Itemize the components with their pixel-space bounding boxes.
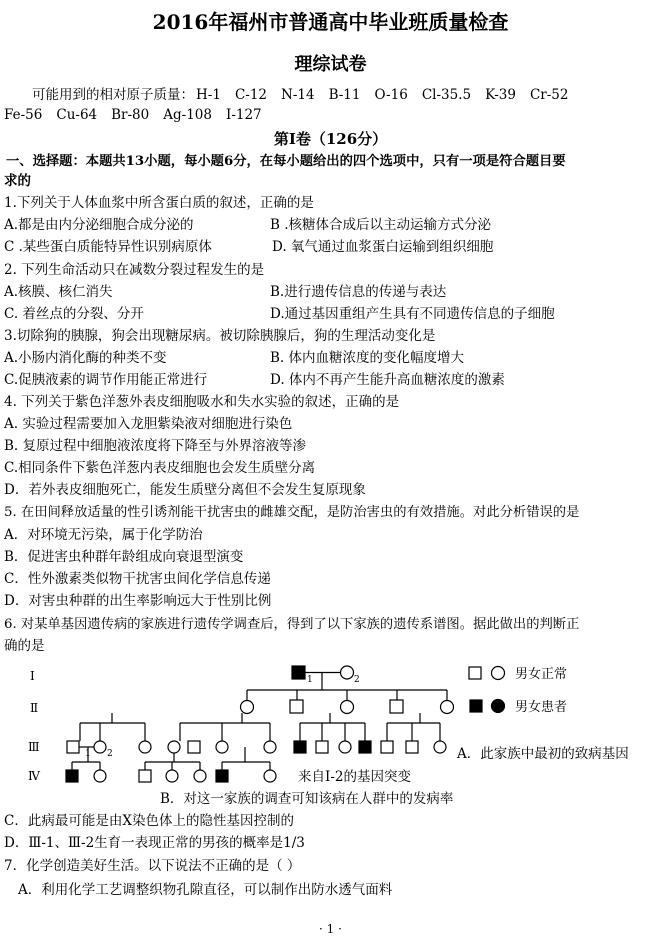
question-1-stem: 1.下列关于人体血浆中所含蛋白质的叙述，正确的是 [4, 195, 314, 211]
atomic-masses-line2 [4, 106, 276, 125]
question-6-option-a-cont: 来自Ⅰ-2的基因突变 [298, 769, 411, 785]
mass-item: N-14 [281, 87, 315, 103]
pedigree-female-normal [216, 741, 228, 753]
question-2-option-a: A.核膜、核仁消失 [4, 284, 113, 300]
generation-label-II: Ⅱ [30, 701, 39, 715]
generation-label-III: Ⅲ [28, 740, 40, 754]
pedigree-male-normal [139, 770, 151, 782]
pedigree-male-normal [406, 741, 418, 753]
section-heading: 一、选择题：本题共13小题，每小题6分，在每小题给出的四个选项中，只有一项是符合题目要 [6, 154, 566, 169]
question-4-option-a: A. 实验过程需要加入龙胆紫染液对细胞进行染色 [4, 416, 293, 432]
question-1-option-c: C .某些蛋白质能特异性识别病原体 [4, 239, 212, 255]
legend-male-normal-icon [469, 667, 481, 679]
individual-number: 2 [354, 675, 360, 685]
page-number: · 1 · [319, 922, 342, 936]
mass-item: Cl-35.5 [421, 87, 472, 103]
atomic-masses-line1 [32, 86, 582, 105]
page-title: 2016年福州市普通高中毕业班质量检查 [152, 10, 509, 34]
pedigree-female-normal [441, 701, 454, 714]
question-2-option-d: D.通过基因重组产生具有不同遗传信息的子细胞 [270, 306, 555, 322]
question-3-option-d: D. 体内不再产生能升高血糖浓度的激素 [270, 372, 505, 388]
pedigree-female-normal [339, 741, 351, 753]
pedigree-female-normal [434, 741, 446, 753]
pedigree-female-normal [194, 770, 206, 782]
pedigree-male-affected [294, 741, 306, 753]
mass-item: Cr-52 [529, 87, 569, 103]
question-5-stem: 5. 在田间释放适量的性引诱剂能干扰害虫的雌雄交配，是防治害虫的有效措施。对此分析错误的是 [4, 505, 580, 520]
question-5-option-b: B．促进害虫种群年龄组成向衰退型演变 [4, 549, 244, 565]
pedigree-male-affected [359, 741, 371, 753]
pedigree-female-normal [139, 741, 151, 753]
pedigree-female-normal [94, 770, 106, 782]
question-6-option-a: A．此家族中最初的致病基因 [457, 746, 629, 762]
pedigree-female-normal [241, 701, 254, 714]
mass-item: O-16 [374, 87, 408, 103]
pedigree-male-normal [290, 700, 303, 713]
pedigree-female-normal [264, 741, 276, 753]
pedigree-male-normal [188, 741, 200, 753]
question-2-option-c: C. 着丝点的分裂、分开 [4, 306, 144, 322]
section-title: 第Ⅰ卷（126分） [273, 130, 388, 148]
pedigree-male-affected [66, 770, 78, 782]
pedigree-female-normal [166, 770, 178, 782]
pedigree-male-normal [381, 741, 393, 753]
generation-label-IV: Ⅳ [28, 769, 40, 783]
question-6-option-d: D．Ⅲ-1、Ⅲ-2生育一表现正常的男孩的概率是1/3 [4, 835, 305, 851]
question-1-option-b: B .核糖体合成后以主动运输方式分泌 [270, 217, 492, 233]
legend-female-normal-icon [492, 667, 505, 680]
mass-item: C-12 [234, 87, 268, 103]
legend-affected-label: 男女患者 [515, 700, 568, 715]
question-4-stem: 4. 下列关于紫色洋葱外表皮细胞吸水和失水实验的叙述，正确的是 [4, 394, 400, 410]
question-3-option-c: C.促胰液素的调节作用能正常进行 [4, 372, 208, 388]
mass-item: Fe-56 [4, 107, 43, 123]
individual-number: 1 [85, 749, 91, 759]
question-3-option-b: B. 体内血糖浓度的变化幅度增大 [270, 350, 465, 366]
legend-female-affected-icon [492, 700, 505, 713]
question-1-option-d: D. 氧气通过血浆蛋白运输到组织细胞 [272, 239, 494, 255]
question-2-stem: 2. 下列生命活动只在减数分裂过程发生的是 [4, 262, 265, 278]
question-6-option-c: C．此病最可能是由X染色体上的隐性基因控制的 [4, 813, 294, 829]
page-subtitle: 理综试卷 [294, 54, 367, 75]
question-7-stem: 7．化学创造美好生活。以下说法不正确的是（ ） [4, 858, 301, 874]
generation-label-I: Ⅰ [30, 669, 35, 683]
mass-item: K-39 [485, 87, 516, 103]
pedigree-male-normal [390, 700, 403, 713]
question-5-option-c: C．性外激素类似物干扰害虫间化学信息传递 [4, 571, 271, 587]
question-4-option-b: B. 复原过程中细胞液浓度将下降至与外界溶液等渗 [4, 438, 307, 454]
mass-item: Br-80 [111, 107, 150, 123]
question-4-option-c: C.相同条件下紫色洋葱内表皮细胞也会发生质壁分离 [4, 460, 316, 476]
mass-item: Cu-64 [56, 107, 98, 123]
pedigree-male-normal [316, 741, 328, 753]
mass-item: B-11 [328, 87, 361, 103]
question-3-option-a: A.小肠内消化酶的种类不变 [4, 350, 167, 366]
pedigree-male-affected [216, 770, 228, 782]
pedigree-female-normal [168, 741, 180, 753]
pedigree-male-normal [67, 741, 79, 753]
question-1-option-a: A.都是由内分泌细胞合成分泌的 [4, 217, 194, 233]
question-6-stem-cont: 确的是 [4, 638, 45, 654]
section-heading-cont: 求的 [4, 173, 31, 189]
question-6-stem: 6. 对某单基因遗传病的家族进行遗传学调查后，得到了以下家族的遗传系谱图。据此做出的判断正 [4, 617, 580, 632]
individual-number: 2 [107, 749, 113, 759]
mass-item: H-1 [196, 87, 221, 103]
pedigree-female-normal [341, 666, 354, 679]
mass-item: I-127 [225, 107, 262, 123]
pedigree-female-normal [94, 741, 106, 753]
individual-number: 1 [307, 675, 313, 685]
pedigree-female-normal [264, 770, 276, 782]
question-2-option-b: B.进行遗传信息的传递与表达 [270, 284, 447, 300]
mass-item: Ag-108 [163, 107, 212, 123]
question-5-option-a: A．对环境无污染，属于化学防治 [4, 527, 203, 543]
question-3-stem: 3.切除狗的胰腺，狗会出现糖尿病。被切除胰腺后，狗的生理活动变化是 [4, 328, 436, 344]
masses-label: 可能用到的相对原子质量： [32, 87, 194, 103]
question-5-option-d: D．对害虫种群的出生率影响远大于性别比例 [4, 593, 272, 609]
legend-male-affected-icon [470, 700, 482, 712]
question-7-option-a: A．利用化学工艺调整织物孔隙直径，可以制作出防水透气面料 [18, 882, 393, 898]
pedigree-female-normal [341, 701, 354, 714]
pedigree-male-affected [292, 666, 305, 679]
question-4-option-d: D．若外表皮细胞死亡，能发生质壁分离但不会发生复原现象 [4, 482, 366, 498]
legend-normal-label: 男女正常 [515, 667, 568, 682]
question-6-option-b: B．对这一家族的调查可知该病在人群中的发病率 [160, 791, 454, 807]
